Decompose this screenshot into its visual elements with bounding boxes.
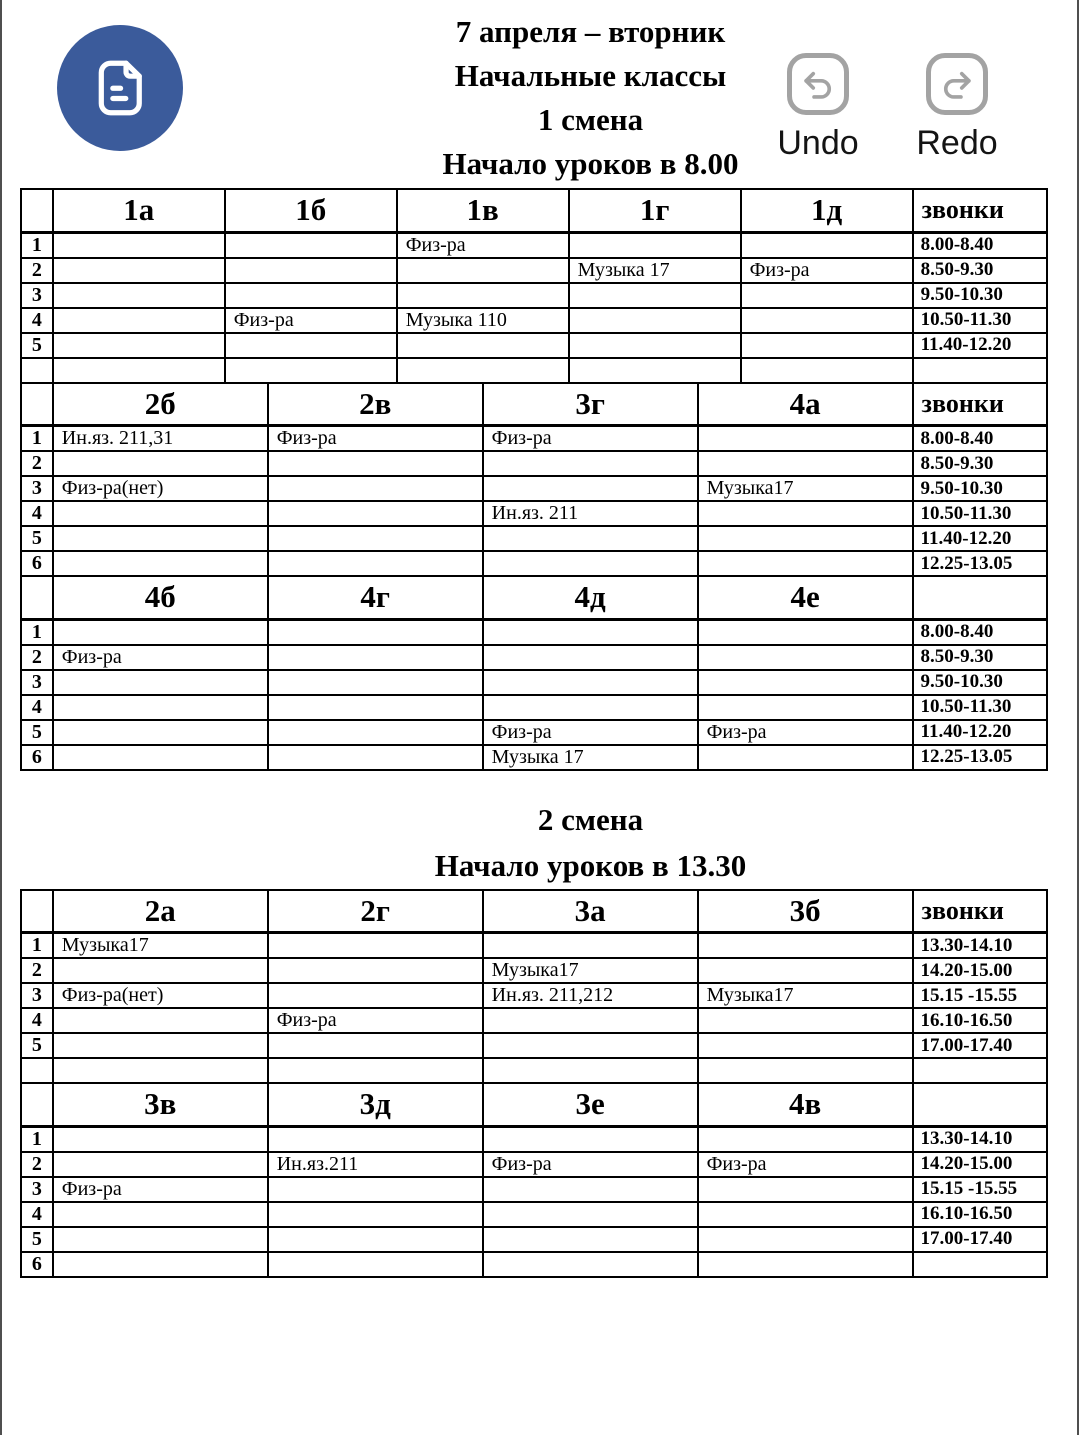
subject-cell (53, 1252, 268, 1277)
bell-time-cell: 14.20-15.00 (913, 1152, 1047, 1177)
bell-time-cell: 8.00-8.40 (913, 232, 1047, 258)
subject-cell (698, 958, 913, 983)
table-row (21, 476, 1047, 501)
subject-cell: Ин.яз. 211,212 (483, 983, 698, 1008)
subject-cell (698, 1177, 913, 1202)
subject-cell (268, 720, 483, 745)
subject-cell (698, 933, 913, 959)
table-row (21, 358, 1047, 383)
subject-cell (698, 1126, 913, 1152)
subject-cell (268, 695, 483, 720)
table-row (21, 1177, 1047, 1202)
table-row (21, 526, 1047, 551)
bell-time-cell: 15.15 -15.55 (913, 1177, 1047, 1202)
row-number: 5 (21, 1227, 53, 1252)
subject-cell (698, 551, 913, 576)
bell-time-cell: 10.50-11.30 (913, 308, 1047, 333)
table-row (21, 501, 1047, 526)
subject-cell (698, 745, 913, 770)
class-header: 2в (268, 383, 483, 426)
class-header: 1б (225, 189, 397, 232)
table-row (21, 258, 1047, 283)
subject-cell: Ин.яз.211 (268, 1152, 483, 1177)
table-row (21, 1152, 1047, 1177)
subject-cell (698, 619, 913, 645)
bells-header: звонки (913, 383, 1047, 426)
subject-cell (53, 1033, 268, 1058)
row-number-header (21, 890, 53, 933)
subject-cell (53, 451, 268, 476)
table-row (21, 670, 1047, 695)
subject-cell (483, 1008, 698, 1033)
subject-cell (53, 720, 268, 745)
subject-cell (268, 476, 483, 501)
shift2-heading-block (2, 771, 1077, 889)
bells-header (913, 1083, 1047, 1126)
row-number: 5 (21, 720, 53, 745)
subject-cell (698, 645, 913, 670)
subject-cell (569, 283, 741, 308)
subject-cell (741, 232, 913, 258)
subject-cell: Ин.яз. 211,31 (53, 426, 268, 452)
row-number-header (21, 1083, 53, 1126)
bell-time-cell: 10.50-11.30 (913, 695, 1047, 720)
subject-cell (483, 619, 698, 645)
undo-arrow-icon (799, 65, 837, 103)
row-number: 1 (21, 933, 53, 959)
subject-cell: Физ-ра(нет) (53, 983, 268, 1008)
row-number: 2 (21, 451, 53, 476)
subject-cell (268, 1033, 483, 1058)
subject-cell (741, 333, 913, 358)
bell-time-cell (913, 1252, 1047, 1277)
subject-cell (53, 619, 268, 645)
subject-cell: Физ-ра (698, 720, 913, 745)
subject-cell: Физ-ра (53, 645, 268, 670)
row-number: 5 (21, 333, 53, 358)
table-row (21, 720, 1047, 745)
subject-cell (698, 451, 913, 476)
subject-cell (53, 1126, 268, 1152)
subject-cell (225, 258, 397, 283)
class-header: 2г (268, 890, 483, 933)
row-number: 2 (21, 1152, 53, 1177)
subject-cell (698, 695, 913, 720)
shift1-start-time: Начало уроков в 8.00 (442, 146, 739, 181)
subject-cell (53, 1152, 268, 1177)
redo-button[interactable] (926, 53, 988, 115)
subject-cell (53, 1227, 268, 1252)
row-number: 2 (21, 258, 53, 283)
row-number (21, 1058, 53, 1083)
class-header: 1в (397, 189, 569, 232)
subject-cell (53, 670, 268, 695)
subject-cell (225, 283, 397, 308)
class-header: 2б (53, 383, 268, 426)
bell-time-cell: 13.30-14.10 (913, 1126, 1047, 1152)
table-row (21, 1202, 1047, 1227)
table-row (21, 619, 1047, 645)
subject-cell (268, 1126, 483, 1152)
table-row (21, 1033, 1047, 1058)
subject-cell (397, 283, 569, 308)
table-row (21, 933, 1047, 959)
subject-cell (53, 283, 225, 308)
bell-time-cell: 8.50-9.30 (913, 258, 1047, 283)
row-number: 6 (21, 1252, 53, 1277)
row-number: 4 (21, 1202, 53, 1227)
class-header: 1а (53, 189, 225, 232)
subject-cell: Музыка17 (53, 933, 268, 959)
row-number (21, 358, 53, 383)
table-row (21, 745, 1047, 770)
bell-time-cell: 10.50-11.30 (913, 501, 1047, 526)
subject-cell (698, 1033, 913, 1058)
row-number: 3 (21, 1177, 53, 1202)
subject-cell: Физ-ра (483, 720, 698, 745)
subject-cell (53, 333, 225, 358)
bell-time-cell: 13.30-14.10 (913, 933, 1047, 959)
table-row (21, 958, 1047, 983)
subject-cell (53, 745, 268, 770)
bell-time-cell: 11.40-12.20 (913, 720, 1047, 745)
subject-cell (53, 232, 225, 258)
class-header: 4е (698, 576, 913, 619)
bell-time-cell: 8.00-8.40 (913, 619, 1047, 645)
row-number: 4 (21, 308, 53, 333)
subject-cell: Музыка 17 (569, 258, 741, 283)
subject-cell (268, 1058, 483, 1083)
subject-cell (53, 1202, 268, 1227)
subject-cell (53, 358, 225, 383)
table-row (21, 551, 1047, 576)
bell-time-cell: 8.50-9.30 (913, 645, 1047, 670)
subject-cell (698, 426, 913, 452)
subject-cell (225, 358, 397, 383)
subject-cell: Физ-ра (483, 426, 698, 452)
row-number: 1 (21, 619, 53, 645)
subject-cell (268, 551, 483, 576)
subject-cell (698, 1202, 913, 1227)
undo-label: Undo (777, 124, 859, 162)
subject-cell (268, 1177, 483, 1202)
row-number: 1 (21, 232, 53, 258)
bell-time-cell: 17.00-17.40 (913, 1033, 1047, 1058)
row-number: 3 (21, 983, 53, 1008)
subject-cell (483, 695, 698, 720)
row-number: 1 (21, 1126, 53, 1152)
subject-cell: Физ-ра (225, 308, 397, 333)
subject-cell (741, 308, 913, 333)
row-number: 3 (21, 476, 53, 501)
subject-cell (483, 1227, 698, 1252)
subject-cell (53, 526, 268, 551)
bell-time-cell: 9.50-10.30 (913, 476, 1047, 501)
row-number: 3 (21, 670, 53, 695)
class-header: 3е (483, 1083, 698, 1126)
shift2-heading: 2 смена (537, 801, 644, 837)
subject-cell (53, 958, 268, 983)
bells-header (913, 576, 1047, 619)
subject-cell (268, 451, 483, 476)
class-header: 2а (53, 890, 268, 933)
bell-time-cell: 16.10-16.50 (913, 1008, 1047, 1033)
subject-cell (225, 333, 397, 358)
row-number: 6 (21, 551, 53, 576)
table-row (21, 451, 1047, 476)
page-subtitle: Начальные классы (454, 58, 727, 93)
subject-cell (483, 526, 698, 551)
table-row (21, 426, 1047, 452)
subject-cell (569, 358, 741, 383)
subject-cell (483, 1058, 698, 1083)
subject-cell: Музыка17 (698, 983, 913, 1008)
class-header: 3в (53, 1083, 268, 1126)
class-header: 3а (483, 890, 698, 933)
subject-cell: Музыка17 (698, 476, 913, 501)
table-row (21, 645, 1047, 670)
row-number: 4 (21, 695, 53, 720)
bell-time-cell: 11.40-12.20 (913, 526, 1047, 551)
subject-cell: Физ-ра(нет) (53, 476, 268, 501)
bell-time-cell: 17.00-17.40 (913, 1227, 1047, 1252)
subject-cell (569, 232, 741, 258)
subject-cell (483, 551, 698, 576)
schedule-table-shift2-grades3-4 (20, 1082, 1048, 1278)
subject-cell (53, 258, 225, 283)
subject-cell: Физ-ра (268, 426, 483, 452)
subject-cell: Физ-ра (53, 1177, 268, 1202)
subject-cell (225, 232, 397, 258)
subject-cell (397, 333, 569, 358)
subject-cell (268, 983, 483, 1008)
page-title: 7 апреля – вторник (455, 14, 726, 49)
redo-arrow-icon (938, 65, 976, 103)
row-number: 1 (21, 426, 53, 452)
table-row (21, 308, 1047, 333)
class-header: 4б (53, 576, 268, 619)
subject-cell (53, 695, 268, 720)
subject-cell (483, 1252, 698, 1277)
class-header: 1г (569, 189, 741, 232)
row-number-header (21, 189, 53, 232)
subject-cell (268, 1227, 483, 1252)
subject-cell: Физ-ра (483, 1152, 698, 1177)
row-number: 5 (21, 526, 53, 551)
bell-time-cell: 15.15 -15.55 (913, 983, 1047, 1008)
subject-cell (268, 933, 483, 959)
subject-cell (569, 308, 741, 333)
subject-cell (698, 1227, 913, 1252)
subject-cell (569, 333, 741, 358)
bell-time-cell: 8.00-8.40 (913, 426, 1047, 452)
row-number: 6 (21, 745, 53, 770)
subject-cell (53, 501, 268, 526)
shift1-heading: 1 смена (537, 102, 644, 137)
table-row (21, 1008, 1047, 1033)
schedule-table-shift2-grades2-3 (20, 889, 1048, 1085)
undo-button[interactable] (787, 53, 849, 115)
class-header: 3г (483, 383, 698, 426)
class-header: 4д (483, 576, 698, 619)
subject-cell (483, 670, 698, 695)
subject-cell: Ин.яз. 211 (483, 501, 698, 526)
subject-cell (397, 358, 569, 383)
subject-cell (397, 258, 569, 283)
subject-cell: Физ-ра (397, 232, 569, 258)
subject-cell (483, 1177, 698, 1202)
subject-cell (268, 1202, 483, 1227)
class-header: 4а (698, 383, 913, 426)
schedule-table-shift1-grades1 (20, 188, 1048, 384)
subject-cell: Физ-ра (268, 1008, 483, 1033)
subject-cell (483, 451, 698, 476)
subject-cell: Физ-ра (741, 258, 913, 283)
subject-cell (268, 745, 483, 770)
bell-time-cell: 8.50-9.30 (913, 451, 1047, 476)
subject-cell (741, 358, 913, 383)
subject-cell (268, 1252, 483, 1277)
row-number-header (21, 383, 53, 426)
table-row (21, 1126, 1047, 1152)
bell-time-cell: 11.40-12.20 (913, 333, 1047, 358)
subject-cell (483, 476, 698, 501)
subject-cell (268, 958, 483, 983)
subject-cell (268, 501, 483, 526)
subject-cell: Физ-ра (698, 1152, 913, 1177)
schedule-table-shift1-grades4 (20, 575, 1048, 771)
class-header: 4в (698, 1083, 913, 1126)
row-number: 5 (21, 1033, 53, 1058)
row-number: 2 (21, 958, 53, 983)
subject-cell (698, 670, 913, 695)
subject-cell (698, 1008, 913, 1033)
class-header: 3д (268, 1083, 483, 1126)
page-header (2, 0, 1077, 188)
shift2-start-time: Начало уроков в 13.30 (434, 847, 747, 883)
table-row (21, 1058, 1047, 1083)
table-row (21, 695, 1047, 720)
table-row (21, 1227, 1047, 1252)
subject-cell (53, 1008, 268, 1033)
class-header: 1д (741, 189, 913, 232)
bell-time-cell: 9.50-10.30 (913, 670, 1047, 695)
table-row (21, 333, 1047, 358)
redo-label: Redo (916, 124, 998, 162)
subject-cell: Музыка 17 (483, 745, 698, 770)
subject-cell (483, 933, 698, 959)
table-row (21, 232, 1047, 258)
subject-cell (268, 619, 483, 645)
subject-cell (483, 1033, 698, 1058)
subject-cell: Музыка17 (483, 958, 698, 983)
subject-cell (268, 670, 483, 695)
row-number: 3 (21, 283, 53, 308)
subject-cell (741, 283, 913, 308)
subject-cell (268, 645, 483, 670)
bells-header: звонки (913, 189, 1047, 232)
subject-cell (268, 526, 483, 551)
subject-cell (698, 501, 913, 526)
table-row (21, 1252, 1047, 1277)
bell-time-cell: 9.50-10.30 (913, 283, 1047, 308)
class-header: 3б (698, 890, 913, 933)
subject-cell (53, 308, 225, 333)
bell-time-cell: 12.25-13.05 (913, 745, 1047, 770)
subject-cell (53, 551, 268, 576)
bell-time-cell: 12.25-13.05 (913, 551, 1047, 576)
row-number: 2 (21, 645, 53, 670)
row-number: 4 (21, 1008, 53, 1033)
bell-time-cell: 14.20-15.00 (913, 958, 1047, 983)
schedule-table-shift1-grades2-4a (20, 382, 1048, 578)
subject-cell (53, 1058, 268, 1083)
bell-time-cell: 16.10-16.50 (913, 1202, 1047, 1227)
table-row (21, 983, 1047, 1008)
subject-cell (698, 1058, 913, 1083)
bells-header: звонки (913, 890, 1047, 933)
subject-cell (698, 526, 913, 551)
subject-cell (483, 645, 698, 670)
subject-cell (698, 1252, 913, 1277)
bell-time-cell (913, 1058, 1047, 1083)
bell-time-cell (913, 358, 1047, 383)
subject-cell: Музыка 110 (397, 308, 569, 333)
row-number: 4 (21, 501, 53, 526)
subject-cell (483, 1126, 698, 1152)
row-number-header (21, 576, 53, 619)
class-header: 4г (268, 576, 483, 619)
table-row (21, 283, 1047, 308)
subject-cell (483, 1202, 698, 1227)
